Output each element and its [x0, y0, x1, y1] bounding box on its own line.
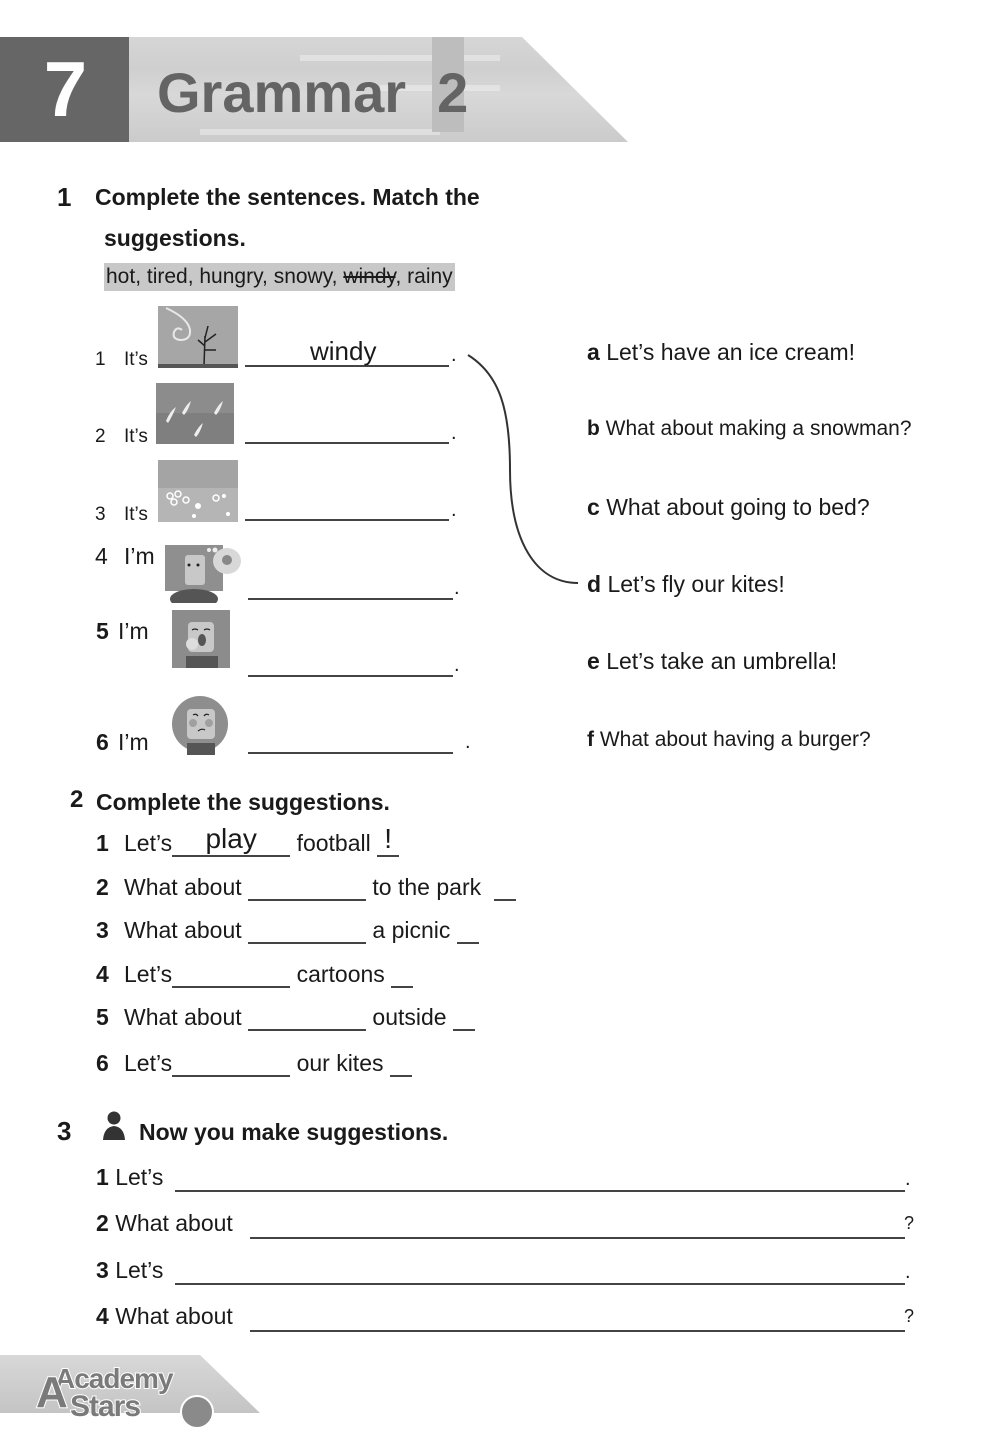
- item-prefix: Let’s: [115, 1257, 164, 1283]
- item-number: 3: [95, 504, 106, 525]
- item-suffix: a picnic: [372, 917, 451, 943]
- item-number: 2: [96, 874, 109, 900]
- logo-text-line2: Stars: [70, 1390, 141, 1423]
- punctuation-blank[interactable]: [391, 960, 413, 988]
- exercise-number: 3: [57, 1116, 72, 1146]
- answer-blank[interactable]: [172, 823, 290, 857]
- item-prefix: Let’s: [124, 830, 173, 856]
- option-letter: f: [587, 728, 594, 751]
- item-number: 4: [96, 1303, 109, 1329]
- option-text: What about having a burger?: [599, 728, 871, 751]
- match-option-c[interactable]: [587, 494, 870, 521]
- item-suffix: football: [296, 830, 371, 856]
- option-letter: a: [587, 339, 600, 365]
- logo-letter-a: A: [36, 1368, 68, 1417]
- punctuation-blank[interactable]: [457, 916, 479, 944]
- punctuation-blank[interactable]: [377, 823, 399, 857]
- period: .: [451, 422, 457, 444]
- exercise-number: 2: [70, 786, 84, 813]
- option-letter: d: [587, 571, 602, 597]
- punctuation-blank[interactable]: [453, 1003, 475, 1031]
- period: .: [454, 654, 460, 676]
- item-prefix: What about: [115, 1303, 233, 1329]
- item-suffix: our kites: [296, 1050, 384, 1076]
- answer-blank[interactable]: [172, 1049, 290, 1077]
- exercise-instruction-cont: suggestions.: [104, 225, 246, 251]
- item-prefix: I’m: [118, 729, 149, 755]
- exercise-number: 1: [57, 182, 72, 212]
- answer-line[interactable]: [175, 1190, 905, 1192]
- option-letter: c: [587, 494, 600, 520]
- question-mark: ?: [904, 1213, 915, 1233]
- period: .: [454, 577, 460, 599]
- ex3-item-1: [96, 1164, 163, 1191]
- logo-ball-icon: [180, 1395, 214, 1429]
- item-prefix: What about: [115, 1210, 233, 1236]
- exercise-instruction: Complete the suggestions.: [96, 789, 390, 815]
- period: .: [465, 731, 471, 753]
- option-text: Let’s take an umbrella!: [606, 648, 838, 674]
- answer-blank[interactable]: [248, 916, 366, 944]
- item-number: 5: [96, 1004, 109, 1030]
- question-mark: ?: [904, 1306, 915, 1326]
- match-option-a[interactable]: [587, 339, 855, 366]
- option-text: What about going to bed?: [606, 494, 870, 520]
- person-icon: [102, 1110, 126, 1142]
- item-number: 2: [95, 426, 106, 447]
- ex3-item-4: [96, 1303, 233, 1330]
- ex2-item-5: [96, 1003, 475, 1033]
- answer-blank[interactable]: [172, 960, 290, 988]
- answer-text: play: [205, 823, 257, 854]
- item-number-text: 6: [96, 729, 109, 755]
- word-bank-words: hot, tired, hungry, snowy,: [106, 265, 344, 288]
- item-number: 1: [95, 349, 106, 370]
- exercise-instruction: Now you make suggestions.: [139, 1119, 449, 1145]
- word-bank-words-end: , rainy: [395, 265, 453, 288]
- item-prefix: Let’s: [124, 961, 173, 987]
- item-prefix: It’s: [124, 349, 148, 370]
- item-prefix: I’m: [124, 543, 155, 569]
- item-number: 1: [96, 830, 109, 856]
- option-text: What about making a snowman?: [605, 417, 912, 440]
- option-letter: b: [587, 417, 600, 440]
- ex2-item-1: [96, 823, 399, 859]
- item-prefix: It’s: [124, 504, 148, 525]
- answer-line[interactable]: [250, 1237, 905, 1239]
- answer-line[interactable]: [175, 1283, 905, 1285]
- item-number: 4: [96, 961, 109, 987]
- page-title-text: Grammar: [157, 61, 407, 124]
- answer-line[interactable]: [250, 1330, 905, 1332]
- item-prefix: Let’s: [124, 1050, 173, 1076]
- ex2-item-2: [96, 873, 516, 903]
- item-number: 4: [95, 543, 108, 569]
- option-letter: e: [587, 648, 600, 674]
- item-suffix: cartoons: [296, 961, 385, 987]
- ex3-item-2: [96, 1210, 233, 1237]
- period: .: [905, 1261, 911, 1283]
- match-option-d[interactable]: [587, 571, 785, 598]
- answer-blank[interactable]: [248, 1003, 366, 1031]
- item-prefix: What about: [124, 1004, 242, 1030]
- item-number: 2: [96, 1210, 109, 1236]
- page-title-number: 2: [437, 61, 469, 124]
- ex2-item-3: [96, 916, 479, 946]
- unit-number: 7: [43, 45, 86, 133]
- option-text: Let’s fly our kites!: [607, 571, 785, 597]
- ex2-item-6: [96, 1049, 412, 1079]
- item-number: 1: [96, 1164, 109, 1190]
- ex2-item-4: [96, 960, 413, 990]
- period: .: [451, 499, 457, 521]
- match-option-e[interactable]: [587, 648, 837, 675]
- item-number: 6: [96, 1050, 109, 1076]
- item-prefix: It’s: [124, 426, 148, 447]
- period: .: [451, 344, 457, 366]
- punctuation-text: !: [384, 823, 393, 854]
- punctuation-blank[interactable]: [390, 1049, 412, 1077]
- item-suffix: outside: [372, 1004, 447, 1030]
- item-prefix: What about: [124, 917, 242, 943]
- exercise-instruction: Complete the sentences. Match the: [95, 184, 480, 210]
- item-prefix: Let’s: [115, 1164, 164, 1190]
- word-bank-used-word: windy: [343, 265, 396, 288]
- punctuation-blank[interactable]: [494, 873, 516, 901]
- ex3-item-3: [96, 1257, 163, 1284]
- answer-blank[interactable]: [248, 873, 366, 901]
- item-prefix: What about: [124, 874, 242, 900]
- match-option-f[interactable]: [587, 728, 871, 752]
- period: .: [905, 1168, 911, 1190]
- logo-text-line1: Academy: [55, 1363, 173, 1394]
- answer-text: windy: [310, 336, 377, 366]
- option-text: Let’s have an ice cream!: [606, 339, 856, 365]
- item-prefix: I’m: [118, 618, 149, 644]
- item-suffix: to the park: [372, 874, 482, 900]
- item-number-text: 5: [96, 618, 109, 644]
- item-number: 3: [96, 917, 109, 943]
- match-option-b[interactable]: [587, 417, 912, 441]
- item-number: 3: [96, 1257, 109, 1283]
